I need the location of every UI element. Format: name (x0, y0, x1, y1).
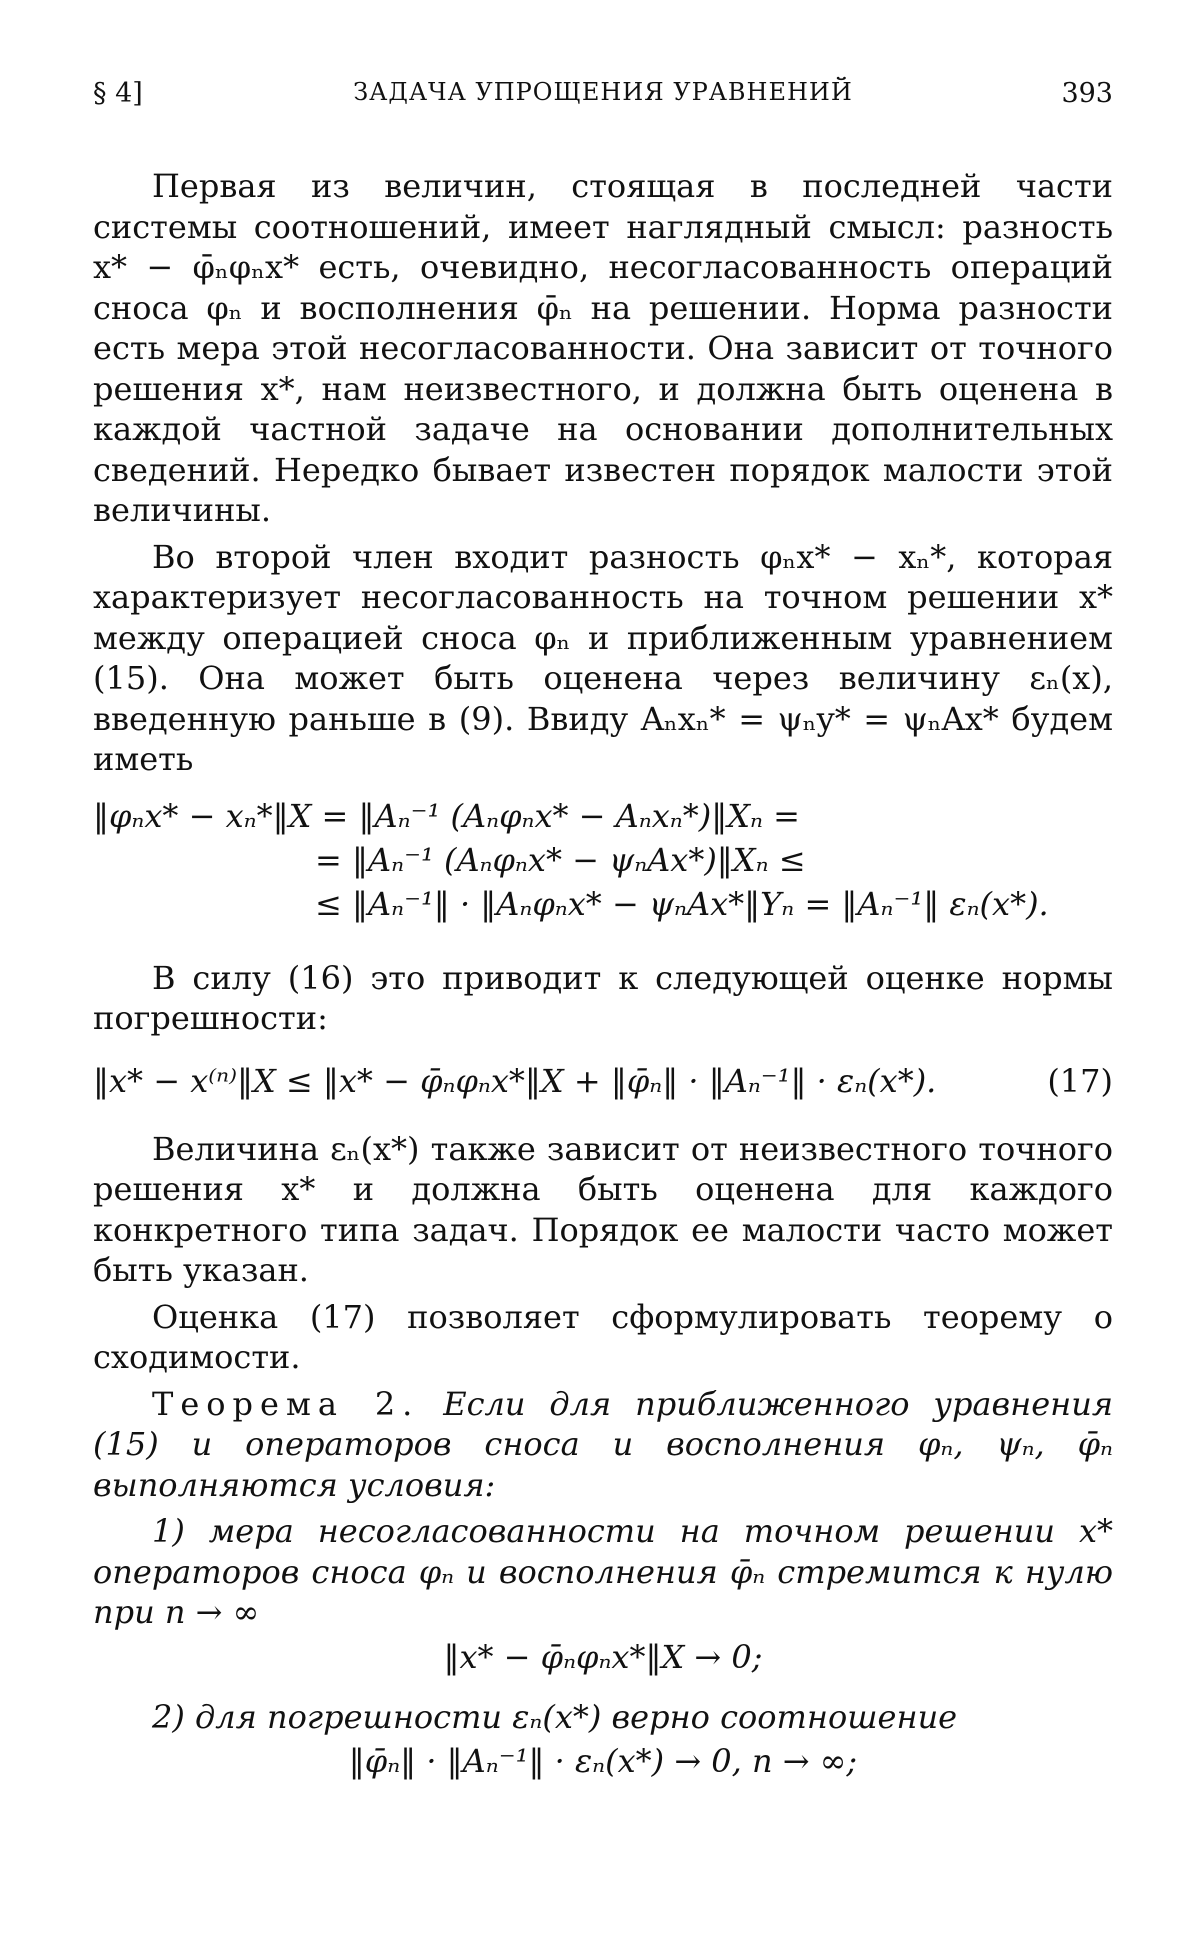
page-number: 393 (1061, 78, 1113, 109)
condition-1: 1) мера несогласованности на точном решении x* операторов сноса φₙ и восполнения φ̄ₙ стремится к нулю при n → ∞ (93, 1512, 1113, 1631)
running-title: ЗАДАЧА УПРОЩЕНИЯ УРАВНЕНИЙ (353, 78, 853, 106)
equation-17 (93, 1061, 1113, 1101)
equation-17-formula: ‖x* − x⁽ⁿ⁾‖X ≤ ‖x* − φ̄ₙφₙx*‖X + ‖φ̄ₙ‖ · ‖Aₙ⁻¹‖ · εₙ(x*). (93, 1061, 937, 1100)
estimate-line-1: ‖φₙx* − xₙ*‖X = ‖Aₙ⁻¹ (Aₙφₙx* − Aₙxₙ*)‖Xₙ = (93, 796, 800, 835)
paragraph-4: Величина εₙ(x*) также зависит от неизвестного точного решения x* и должна быть оценена для каждого конкретного типа задач. Порядок ее малости часто может быть указан. (93, 1129, 1113, 1289)
estimate-line-2: = ‖Aₙ⁻¹ (Aₙφₙx* − ψₙAx*)‖Xₙ ≤ (315, 840, 806, 879)
paragraph-1: Первая из величин, стоящая в последней части системы соотношений, имеет наглядный смысл: разность x* − φ̄ₙφₙx* есть, очевидно, несогласованность операций сноса φₙ и восполнения φ̄ₙ на решении. Норма разности есть мера этой несогласованности. Она зависит от точного решения x*, нам неизвестного, и должна быть оценена в каждой частной задаче на основании дополнительных сведений. Нередко бывает известен порядок малости этой величины. (93, 167, 1113, 529)
condition-2: 2) для погрешности εₙ(x*) верно соотношение (152, 1697, 958, 1736)
page-header (93, 78, 1113, 114)
page-body (93, 166, 1113, 1801)
condition-1-formula: ‖x* − φ̄ₙφₙx*‖X → 0; (443, 1637, 763, 1676)
theorem-statement: Если для приближенного уравнения (15) и операторов сноса и восполнения φₙ, ψₙ, φ̄ₙ выполняются условия: (93, 1384, 1114, 1504)
equation-17-number: (17) (1047, 1061, 1113, 1100)
section-marker: § 4] (93, 78, 143, 109)
paragraph-3: В силу (16) это приводит к следующей оценке нормы погрешности: (93, 958, 1113, 1037)
theorem-label: Теорема 2. (152, 1384, 420, 1423)
paragraph-5: Оценка (17) позволяет сформулировать теорему о сходимости. (93, 1297, 1113, 1376)
paragraph-2: Во второй член входит разность φₙx* − xₙ*, которая характеризует несогласованность на точном решении x* между операцией сноса φₙ и приближенным уравнением (15). Она может быть оценена через величину εₙ(x), введенную раньше в (9). Ввиду Aₙxₙ* = ψₙy* = ψₙAx* будем иметь (93, 537, 1113, 778)
condition-2-formula: ‖φ̄ₙ‖ · ‖Aₙ⁻¹‖ · εₙ(x*) → 0, n → ∞; (348, 1742, 858, 1780)
theorem-2 (93, 1384, 1113, 1506)
estimate-line-3: ≤ ‖Aₙ⁻¹‖ · ‖Aₙφₙx* − ψₙAx*‖Yₙ = ‖Aₙ⁻¹‖ εₙ(x*). (315, 884, 1049, 923)
estimate-chain (93, 796, 1113, 928)
